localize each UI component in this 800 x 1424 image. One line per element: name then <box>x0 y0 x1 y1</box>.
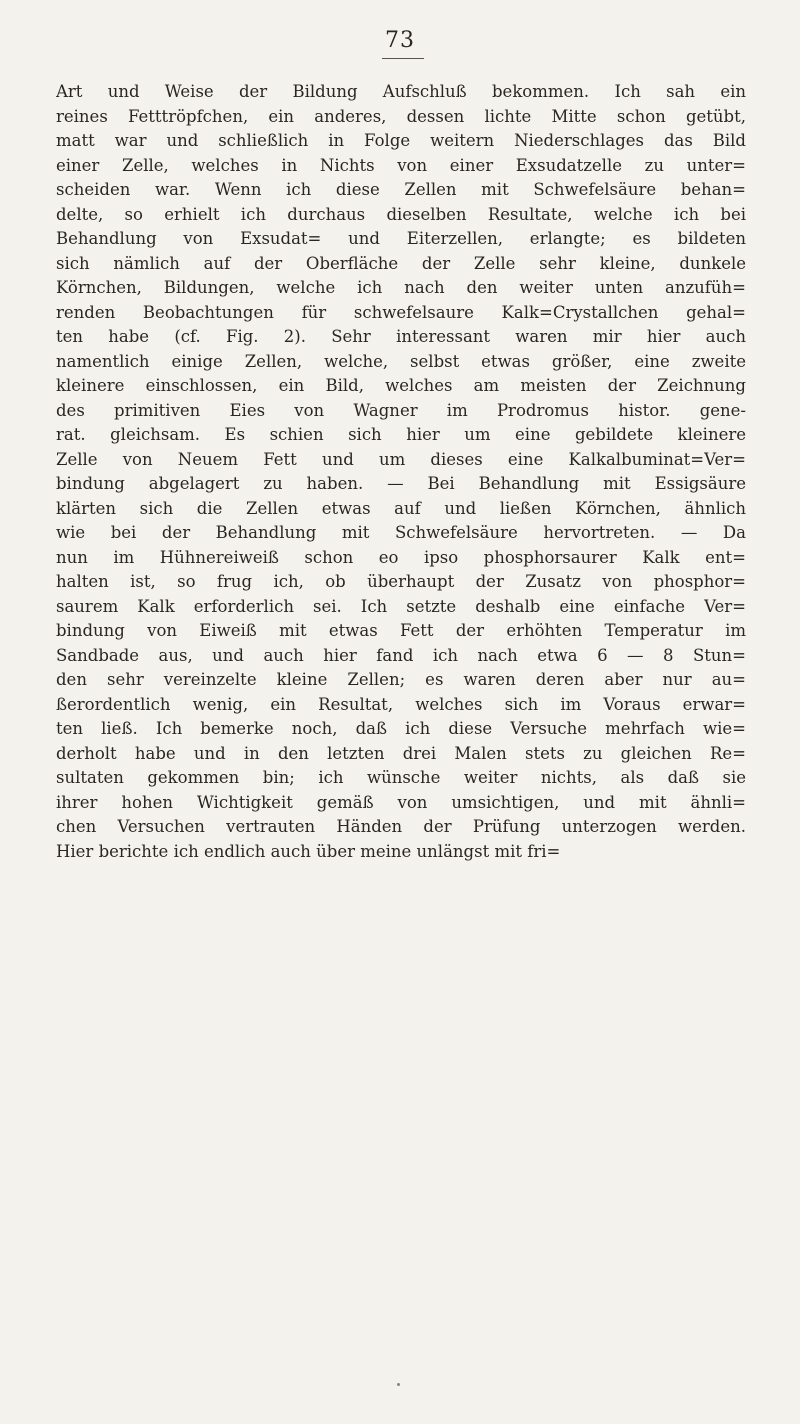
text-line: derholt habe und in den letzten drei Malen stets zu gleichen Re= <box>56 743 746 763</box>
text-line: Sandbade aus, und auch hier fand ich nach etwa 6 — 8 Stun= <box>56 645 746 665</box>
page-number: 73 <box>385 28 415 53</box>
text-line: Hier berichte ich endlich auch über meine unlängst mit fri= <box>56 841 561 861</box>
text-line: scheiden war. Wenn ich diese Zellen mit Schwefelsäure behan= <box>56 180 746 199</box>
text-line: ßerordentlich wenig, ein Resultat, welches sich im Voraus erwar= <box>56 694 746 714</box>
text-line: Art und Weise der Bildung Aufschluß bekommen. Ich sah ein <box>56 82 746 101</box>
text-line: bindung abgelagert zu haben. — Bei Behandlung mit Essigsäure <box>56 474 746 493</box>
text-line: ihrer hohen Wichtigkeit gemäß von umsichtigen, und mit ähnli= <box>56 792 746 812</box>
text-line: matt war und schließlich in Folge weitern Niederschlages das Bild <box>56 131 746 150</box>
text-line: nun im Hühnereiweiß schon eo ipso phosphorsaurer Kalk ent= <box>56 547 746 567</box>
text-line: Behandlung von Exsudat= und Eiterzellen, erlangte; es bildeten <box>56 229 746 248</box>
text-line: namentlich einige Zellen, welche, selbst etwas größer, eine zweite <box>56 351 746 371</box>
text-line: reines Fetttröpfchen, ein anderes, dessen lichte Mitte schon getübt, <box>56 106 746 126</box>
text-line: klärten sich die Zellen etwas auf und ließen Körnchen, ähnlich <box>56 498 746 518</box>
text-line: renden Beobachtungen für schwefelsaure Kalk=Crystallchen gehal= <box>56 302 746 322</box>
text-line: kleinere einschlossen, ein Bild, welches am meisten der Zeichnung <box>56 376 746 395</box>
text-line: ten ließ. Ich bemerke noch, daß ich diese Versuche mehrfach wie= <box>56 719 746 738</box>
text-line: Zelle von Neuem Fett und um dieses eine Kalkalbuminat=Ver= <box>56 449 746 469</box>
header-rule <box>382 58 424 59</box>
text-line: delte, so erhielt ich durchaus dieselben Resultate, welche ich bei <box>56 204 746 224</box>
text-line: sultaten gekommen bin; ich wünsche weiter nichts, als daß sie <box>56 768 746 787</box>
text-line: einer Zelle, welches in Nichts von einer Exsudatzelle zu unter= <box>56 155 746 175</box>
text-line: wie bei der Behandlung mit Schwefelsäure hervortreten. — Da <box>56 523 746 542</box>
text-line: ten habe (cf. Fig. 2). Sehr interessant waren mir hier auch <box>56 327 746 346</box>
text-line: sich nämlich auf der Oberfläche der Zelle sehr kleine, dunkele <box>56 253 746 273</box>
text-line: bindung von Eiweiß mit etwas Fett der erhöhten Temperatur im <box>56 621 746 640</box>
text-line: den sehr vereinzelte kleine Zellen; es waren deren aber nur au= <box>56 670 746 689</box>
text-line: halten ist, so frug ich, ob überhaupt der Zusatz von phosphor= <box>56 572 746 591</box>
text-line: Körnchen, Bildungen, welche ich nach den weiter unten anzufüh= <box>56 278 746 297</box>
print-speck <box>397 1383 400 1386</box>
text-line: chen Versuchen vertrauten Händen der Prüfung unterzogen werden. <box>56 817 746 836</box>
text-line: saurem Kalk erforderlich sei. Ich setzte deshalb eine einfache Ver= <box>56 596 746 616</box>
text-line: rat. gleichsam. Es schien sich hier um eine gebildete kleinere <box>56 425 746 444</box>
body-text <box>56 80 746 864</box>
text-line: des primitiven Eies von Wagner im Prodromus histor. gene- <box>56 400 746 420</box>
